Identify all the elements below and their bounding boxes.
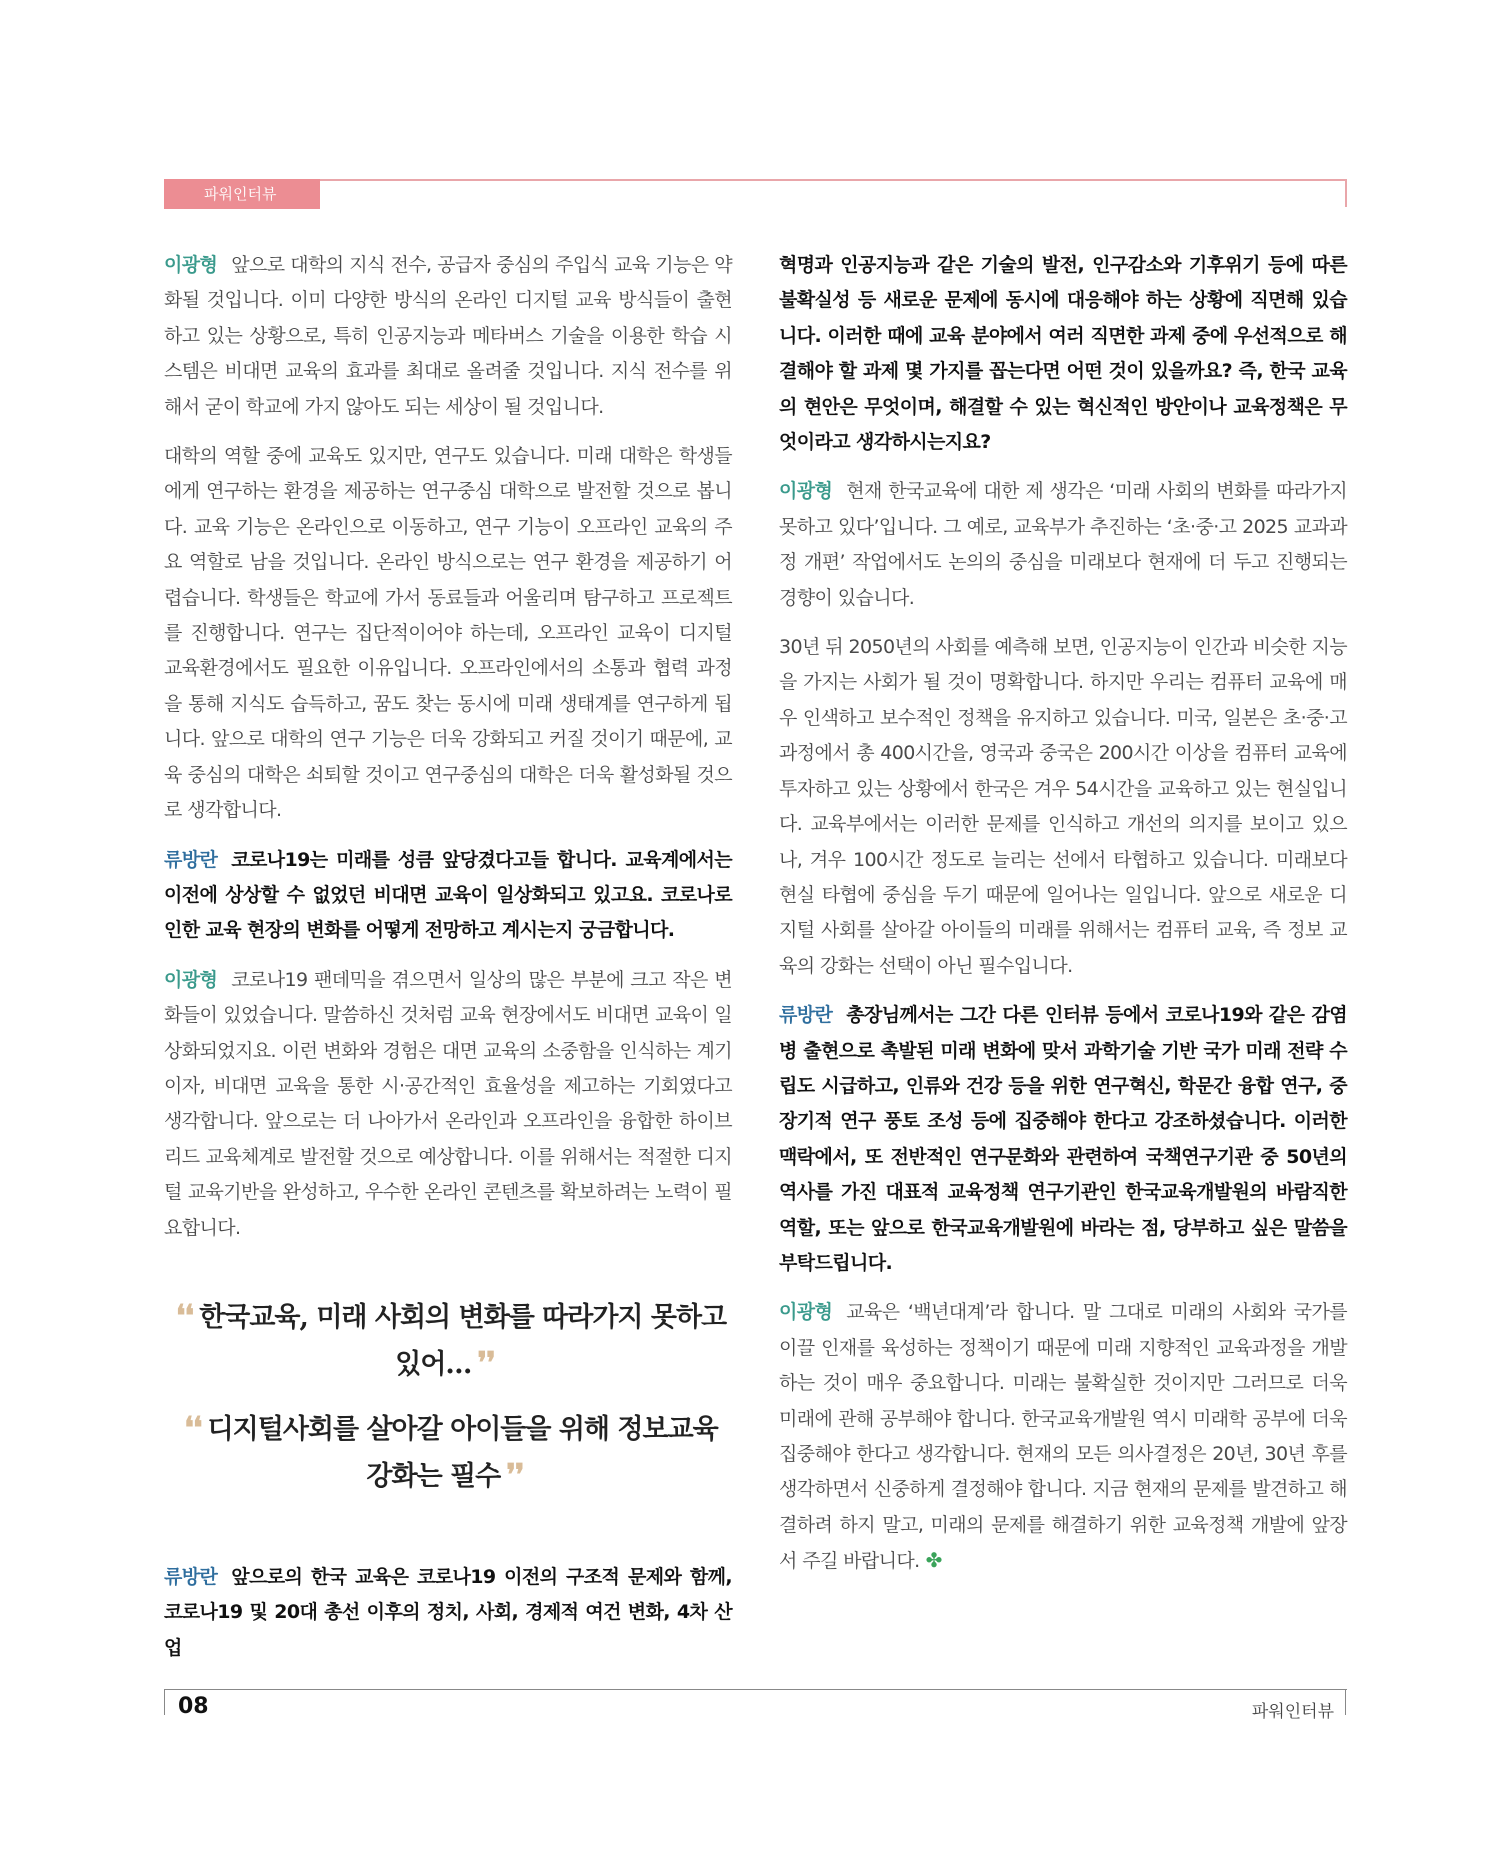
pull-quote-text: 디지털사회를 살아갈 아이들을 위해 정보교육 강화는 필수: [207, 1414, 718, 1492]
header-rule-end: [1345, 179, 1347, 207]
footer-rule: [164, 1689, 1347, 1690]
answer-text: 앞으로 대학의 지식 전수, 공급자 중심의 주입식 교육 기능은 약화될 것입니다. 이미 다양한 방식의 온라인 디지털 교육 방식들이 출현하고 있는 상황으로, 특히 인공지능과 메타버스 기술을 이용한 학습 시스템은 비대면 교육의 효과를 최대로 올려줄 것입니다. 지식 전수를 위해서 굳이 학교에 가지 않아도 되는 세상이 될 것입니다.: [164, 254, 732, 418]
question-text: 총장님께서는 그간 다른 인터뷰 등에서 코로나19와 같은 감염병 출현으로 촉발된 미래 변화에 맞서 과학기술 기반 국가 미래 전략 수립도 시급하고, 인류와 건강 등을 위한 연구혁신, 학문간 융합 연구, 중장기적 연구 풍토 조성 등에 집중해야 한다고 강조하셨습니다. 이러한 맥락에서, 또 전반적인 연구문화와 관련하여 국책연구기관 중 50년의 역사를 가진 대표적 교육정책 연구기관인 한국교육개발원의 바람직한 역할, 또는 앞으로 한국교육개발원에 바라는 점, 당부하고 싶은 말씀을 부탁드립니다.: [779, 1004, 1347, 1274]
pull-quote-1: [164, 1294, 732, 1388]
footer-tick-right: [1345, 1689, 1346, 1715]
footer-tick-left: [164, 1689, 165, 1715]
answer-text: 대학의 역할 중에 교육도 있지만, 연구도 있습니다. 미래 대학은 학생들에게 연구하는 환경을 제공하는 연구중심 대학으로 발전할 것으로 봅니다. 교육 기능은 온라인으로 이동하고, 연구 기능이 오프라인 교육의 주요 역할로 남을 것입니다. 온라인 방식으로는 연구 환경을 제공하기 어렵습니다. 학생들은 학교에 가서 동료들과 어울리며 탐구하고 프로젝트를 진행합니다. 연구는 집단적이어야 하는데, 오프라인 교육이 디지털 교육환경에서도 필요한 이유입니다. 오프라인에서의 소통과 협력 과정을 통해 지식도 습득하고, 꿈도 찾는 동시에 미래 생태계를 연구하게 됩니다. 앞으로 대학의 연구 기능은 더욱 강화되고 커질 것이기 때문에, 교육 중심의 대학은 쇠퇴할 것이고 연구중심의 대학은 더욱 활성화될 것으로 생각합니다.: [164, 445, 732, 822]
question-ryu-3: [779, 998, 1347, 1281]
speaker-label: 류방란: [779, 1004, 833, 1027]
left-column-bottom: [164, 1560, 732, 1680]
clover-icon: ✤: [925, 1548, 942, 1573]
paragraph-lee-4: [779, 474, 1347, 616]
paragraph-lee-6: [779, 1295, 1347, 1579]
speaker-label: 류방란: [164, 1566, 218, 1588]
close-quote-icon: ❜❜: [477, 1346, 495, 1381]
pull-quote-2: [164, 1406, 732, 1500]
answer-text: 현재 한국교육에 대한 제 생각은 ‘미래 사회의 변화를 따라가지 못하고 있다’입니다. 그 예로, 교육부가 추진하는 ‘초·중·고 2025 교과과정 개편’ 작업에서도 논의의 중심을 미래보다 현재에 더 두고 진행되는 경향이 있습니다.: [779, 480, 1347, 609]
answer-text: 코로나19 팬데믹을 겪으면서 일상의 많은 부분에 크고 작은 변화들이 있었습니다. 말씀하신 것처럼 교육 현장에서도 비대면 교육이 일상화되었지요. 이런 변화와 경험은 대면 교육의 소중함을 인식하는 계기이자, 비대면 교육을 통한 시·공간적인 효율성을 제고하는 기회였다고 생각합니다. 앞으로는 더 나아가서 온라인과 오프라인을 융합한 하이브리드 교육체계로 발전할 것으로 예상합니다. 이를 위해서는 적절한 디지털 교육기반을 완성하고, 우수한 온라인 콘텐츠를 확보하려는 노력이 필요합니다.: [164, 968, 732, 1239]
paragraph-lee-5: [779, 630, 1347, 984]
speaker-label: 이광형: [164, 254, 218, 276]
question-text: 코로나19는 미래를 성큼 앞당겼다고들 합니다. 교육계에서는 이전에 상상할 수 없었던 비대면 교육이 일상화되고 있고요. 코로나로 인한 교육 현장의 변화를 어떻게 전망하고 계시는지 궁금합니다.: [164, 848, 732, 942]
question-text: 앞으로의 한국 교육은 코로나19 이전의 구조적 문제와 함께, 코로나19 및 20대 총선 이후의 정치, 사회, 경제적 여건 변화, 4차 산업: [164, 1566, 732, 1659]
speaker-label: 류방란: [164, 848, 218, 871]
paragraph-lee-1: [164, 248, 732, 425]
question-ryu-2-cont: [779, 248, 1347, 460]
speaker-label: 이광형: [779, 480, 833, 503]
question-text: 혁명과 인공지능과 같은 기술의 발전, 인구감소와 기후위기 등에 따른 불확실성 등 새로운 문제에 동시에 대응해야 하는 상황에 직면해 있습니다. 이러한 때에 교육 분야에서 여러 직면한 과제 중에 우선적으로 해결해야 할 과제 몇 가지를 꼽는다면 어떤 것이 있을까요? 즉, 한국 교육의 현안은 무엇이며, 해결할 수 있는 혁신적인 방안이나 교육정책은 무엇이라고 생각하시는지요?: [779, 254, 1347, 454]
open-quote-icon: ❛❛: [175, 1299, 194, 1334]
header-rule: [164, 179, 1347, 181]
question-ryu-2: [164, 1560, 732, 1666]
page-number: 08: [178, 1694, 209, 1719]
speaker-label: 이광형: [779, 1301, 833, 1324]
right-column: [779, 248, 1347, 1594]
left-column: [164, 248, 732, 1260]
open-quote-icon: ❛❛: [184, 1411, 202, 1446]
pull-quote-text: 한국교육, 미래 사회의 변화를 따라가지 못하고 있어…: [199, 1302, 727, 1380]
answer-text: 교육은 ‘백년대계’라 합니다. 말 그대로 미래의 사회와 국가를 이끌 인재를 육성하는 정책이기 때문에 미래 지향적인 교육과정을 개발하는 것이 매우 중요합니다. 미래는 불확실한 것이지만 그러므로 더욱 미래에 관해 공부해야 합니다. 한국교육개발원 역시 미래학 공부에 더욱 집중해야 한다고 생각합니다. 현재의 모든 의사결정은 20년, 30년 후를 생각하면서 신중하게 결정해야 합니다. 지금 현재의 문제를 발견하고 해결하려 하지 말고, 미래의 문제를 해결하기 위한 교육정책 개발에 앞장서 주길 바랍니다.: [779, 1301, 1347, 1573]
close-quote-icon: ❜❜: [506, 1458, 524, 1493]
footer-section-label: 파워인터뷰: [1251, 1702, 1334, 1722]
paragraph-lee-2: [164, 439, 732, 828]
question-ryu-1: [164, 843, 732, 949]
answer-text: 30년 뒤 2050년의 사회를 예측해 보면, 인공지능이 인간과 비슷한 지능을 가지는 사회가 될 것이 명확합니다. 하지만 우리는 컴퓨터 교육에 매우 인색하고 보수적인 정책을 유지하고 있습니다. 미국, 일본은 초·중·고 과정에서 총 400시간을, 영국과 중국은 200시간 이상을 컴퓨터 교육에 투자하고 있는 상황에서 한국은 겨우 54시간을 교육하고 있는 현실입니다. 교육부에서는 이러한 문제를 인식하고 개선의 의지를 보이고 있으나, 겨우 100시간 정도로 늘리는 선에서 타협하고 있습니다. 미래보다 현실 타협에 중심을 두기 때문에 일어나는 일입니다. 앞으로 새로운 디지털 사회를 살아갈 아이들의 미래를 위해서는 컴퓨터 교육, 즉 정보 교육의 강화는 선택이 아닌 필수입니다.: [779, 636, 1347, 977]
section-tab: 파워인터뷰: [164, 179, 320, 209]
pull-quote-block: [164, 1294, 732, 1518]
paragraph-lee-3: [164, 963, 732, 1246]
speaker-label: 이광형: [164, 968, 218, 991]
